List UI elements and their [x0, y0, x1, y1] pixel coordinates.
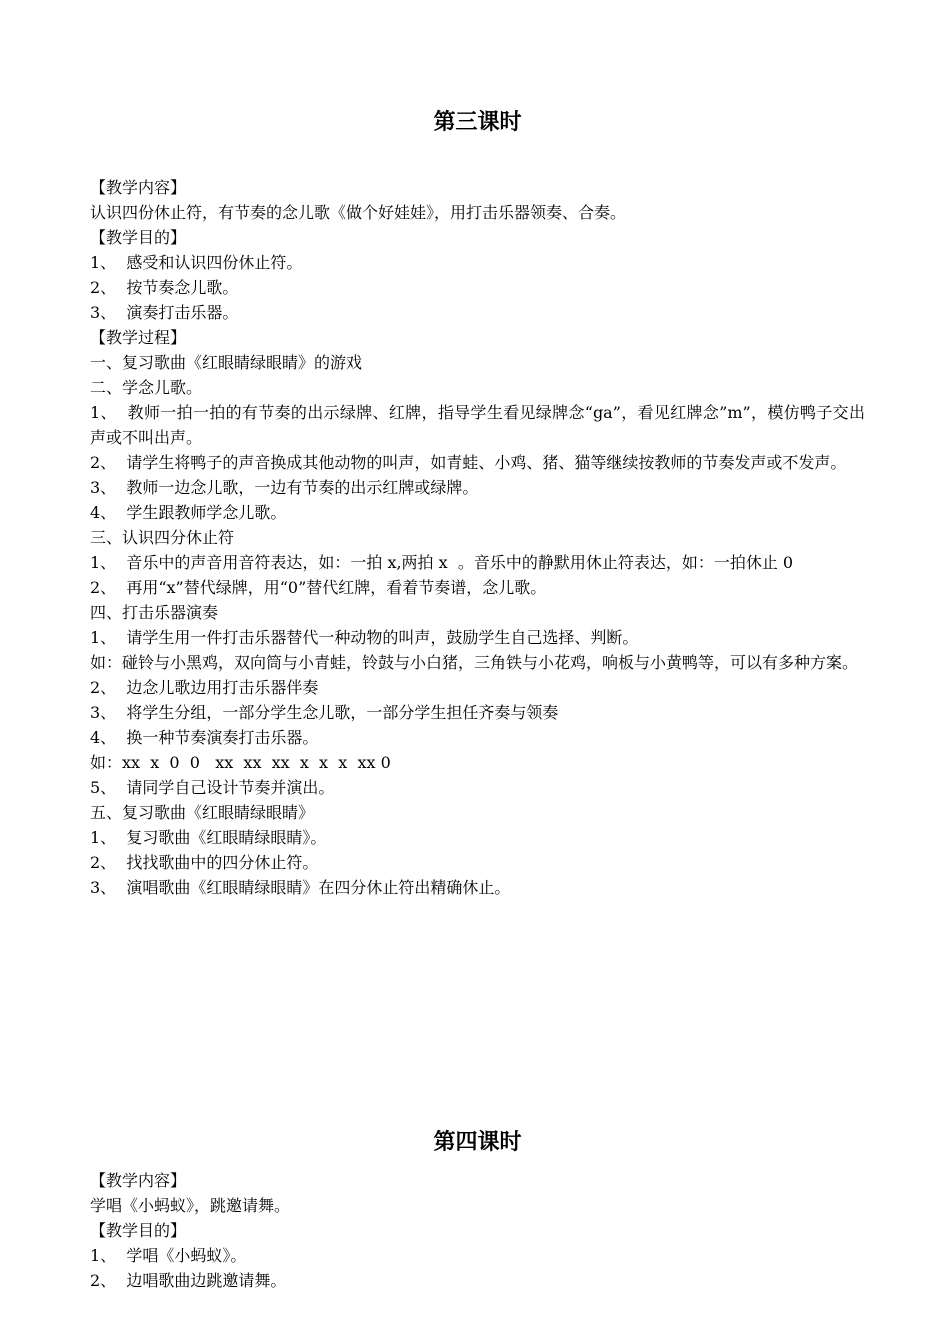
paragraph: 如：碰铃与小黑鸡，双向筒与小青蛙，铃鼓与小白猪，三角铁与小花鸡，响板与小黄鸭等，可以有多种方案。: [90, 653, 859, 672]
section-body: [90, 1168, 865, 1293]
paragraph: 【教学目的】: [90, 1221, 187, 1240]
paragraph: 4、 学生跟教师学念儿歌。: [90, 503, 287, 522]
section-title: 第四课时: [433, 1130, 522, 1155]
paragraph: 2、 边唱歌曲边跳邀请舞。: [90, 1271, 287, 1290]
paragraph: 1、 请学生用一件打击乐器替代一种动物的叫声，鼓励学生自己选择、判断。: [90, 628, 639, 647]
paragraph: 四、打击乐器演奏: [90, 603, 219, 622]
paragraph: 1、 复习歌曲《红眼睛绿眼睛》。: [90, 828, 327, 847]
paragraph: 如：xx x 0 0 xx xx xx x x x xx 0: [90, 753, 391, 772]
paragraph: 认识四份休止符，有节奏的念儿歌《做个好娃娃》，用打击乐器领奏、合奏。: [90, 203, 627, 222]
lesson-four-section: [90, 1128, 865, 1293]
paragraph: 5、 请同学自己设计节奏并演出。: [90, 778, 335, 797]
paragraph: 学唱《小蚂蚁》，跳邀请舞。: [90, 1196, 291, 1215]
paragraph: 1、 音乐中的声音用音符表达，如：一拍 x,两拍 x 。音乐中的静默用休止符表达，如：一拍休止 0: [90, 553, 794, 572]
paragraph: 2、 找找歌曲中的四分休止符。: [90, 853, 319, 872]
paragraph: 1、 教师一拍一拍的有节奏的出示绿牌、红牌，指导学生看见绿牌念“ga”，看见红牌念”m”，模仿鸭子交出声或不叫出声。: [90, 403, 865, 447]
paragraph: 1、 感受和认识四份休止符。: [90, 253, 303, 272]
paragraph: 2、 边念儿歌边用打击乐器伴奏: [90, 678, 319, 697]
paragraph: 【教学内容】: [90, 178, 187, 197]
paragraph: 4、 换一种节奏演奏打击乐器。: [90, 728, 319, 747]
paragraph: 五、复习歌曲《红眼睛绿眼睛》: [90, 803, 315, 822]
paragraph: 三、认识四分休止符: [90, 528, 235, 547]
section-body: [90, 175, 865, 900]
paragraph: 一、复习歌曲《红眼睛绿眼睛》的游戏: [90, 353, 363, 372]
lesson-three-section: [90, 108, 865, 900]
paragraph: 【教学过程】: [90, 328, 187, 347]
paragraph: 2、 请学生将鸭子的声音换成其他动物的叫声，如青蛙、小鸡、猪、猫等继续按教师的节奏发声或不发声。: [90, 453, 847, 472]
paragraph: 3、 演唱歌曲《红眼睛绿眼睛》在四分休止符出精确休止。: [90, 878, 511, 897]
paragraph: 2、 再用“x”替代绿牌，用“0”替代红牌，看着节奏谱，念儿歌。: [90, 578, 547, 597]
paragraph: 【教学目的】: [90, 228, 187, 247]
paragraph: 1、 学唱《小蚂蚁》。: [90, 1246, 247, 1265]
section-title: 第三课时: [433, 110, 522, 135]
paragraph: 二、学念儿歌。: [90, 378, 203, 397]
paragraph: 3、 演奏打击乐器。: [90, 303, 239, 322]
paragraph: 3、 教师一边念儿歌，一边有节奏的出示红牌或绿牌。: [90, 478, 479, 497]
paragraph: 2、 按节奏念儿歌。: [90, 278, 239, 297]
paragraph: 【教学内容】: [90, 1171, 187, 1190]
paragraph: 3、 将学生分组，一部分学生念儿歌，一部分学生担任齐奏与领奏: [90, 703, 559, 722]
